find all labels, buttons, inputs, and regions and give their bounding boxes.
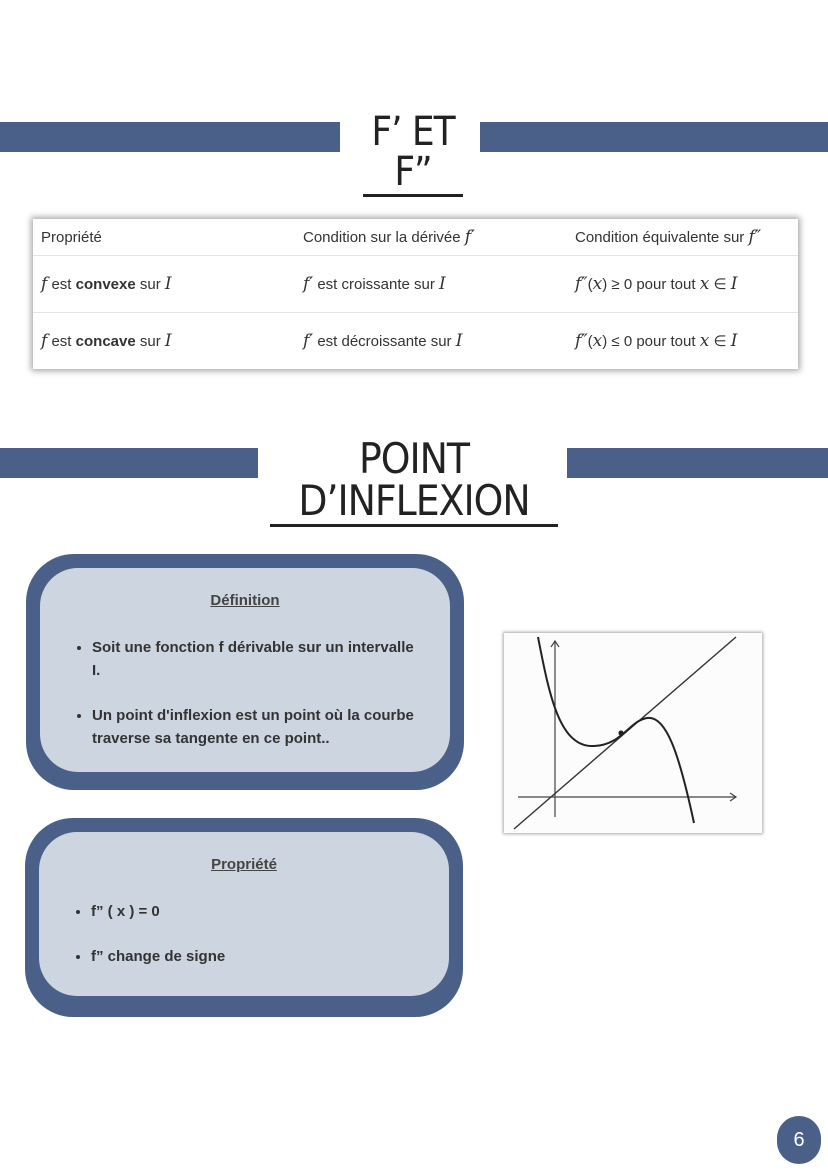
inflection-graph-svg [504,633,762,833]
section-title-inflexion: POINT D’INFLEXION [270,438,558,527]
property-heading: Propriété [211,856,277,873]
list-item: • Un point d'inflexion est un point où la courbe traverse sa tangente en ce point.. [92,704,422,750]
cell-croissante: f′ est croissante sur I [303,274,446,294]
cell-convexe: f est convexe sur I [41,274,172,294]
table-header-derivative: Condition sur la dérivée f′ [303,227,475,247]
inflection-point [618,730,623,735]
title-bar-right-1 [480,122,828,152]
convexity-table [33,219,798,369]
table-header-second-derivative: Condition équivalente sur f″ [575,227,762,247]
table-header-property: Propriété [41,228,102,246]
definition-list [70,636,422,772]
definition-heading: Définition [210,592,280,609]
cell-positive: f″(x) ≥ 0 pour tout x ∈ I [575,274,738,294]
curve [538,637,694,823]
title-bar-left-1 [0,122,340,152]
section-title-derivatives: F’ ET F” [363,112,463,197]
table-row [33,313,798,370]
property-card [25,818,463,1017]
page-number: 6 [777,1116,821,1164]
definition-card [26,554,464,790]
property-list [69,900,421,990]
list-item: • f” change de signe [91,945,421,968]
cell-negative: f″(x) ≤ 0 pour tout x ∈ I [575,331,738,351]
inflection-graph [504,633,762,833]
cell-decroissante: f′ est décroissante sur I [303,331,463,351]
title-bar-right-2 [567,448,828,478]
title-bar-left-2 [0,448,258,478]
table-row [33,256,798,313]
list-item: • Soit une fonction f dérivable sur un intervalle I. [92,636,422,682]
list-item: • f” ( x ) = 0 [91,900,421,923]
cell-concave: f est concave sur I [41,331,172,351]
